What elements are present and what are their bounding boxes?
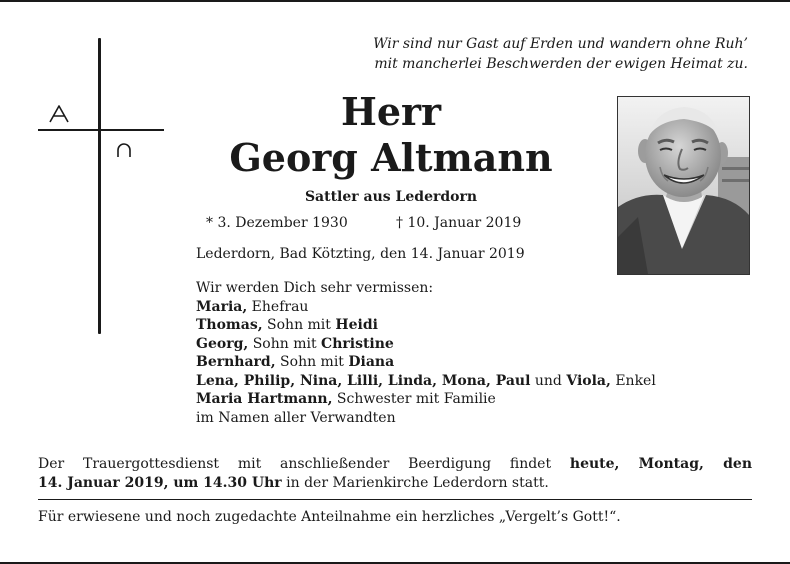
mourner-row: Thomas, Sohn mit Heidi [196,317,378,333]
cross-horizontal-beam [38,129,164,131]
divider-line [38,499,752,500]
mourners-intro: Wir werden Dich sehr vermissen: [196,280,434,296]
place-and-date: Lederdorn, Bad Kötzting, den 14. Januar 2019 [196,246,525,262]
cross-vertical-beam [98,38,101,334]
memorial-verse [288,34,748,74]
mourner-row: Lena, Philip, Nina, Lilli, Linda, Mona, Paul und Viola, Enkel [196,372,656,389]
death-date: † 10. Januar 2019 [396,215,522,231]
thanks-note: Für erwiesene und noch zugedachte Anteilnahme ein herzliches „Vergelt’s Gott!“. [38,509,621,525]
funeral-service-notice: Der Trauergottesdienst mit anschließender Beerdigung findet heute, Montag, den 14. Januar 2019, um 14.30 Uhr in der Marienkirche Lederdorn statt. [38,456,752,491]
occupation: Sattler aus Lederdorn [304,189,478,205]
mourners-closing: im Namen aller Verwandten [196,409,396,426]
birth-date: * 3. Dezember 1930 [206,215,348,231]
verse-line-2: mit mancherlei Beschwerden der ewigen Heimat zu. [374,56,748,72]
mourner-row: Maria, Ehefrau [196,298,309,315]
top-border [0,0,790,2]
mourners-list [196,279,656,427]
deceased-name: Georg Altmann [229,135,553,180]
portrait-photo [617,96,750,275]
alpha-symbol-icon [48,104,70,124]
salutation: Herr [340,89,442,134]
verse-line-1: Wir sind nur Gast auf Erden und wandern ohne Ruh’ [373,36,748,52]
mourner-row: Bernhard, Sohn mit Diana [196,354,395,370]
mourner-row: Georg, Sohn mit Christine [196,335,394,352]
omega-symbol-icon [116,142,132,158]
mourner-row: Maria Hartmann, Schwester mit Familie [196,391,496,407]
